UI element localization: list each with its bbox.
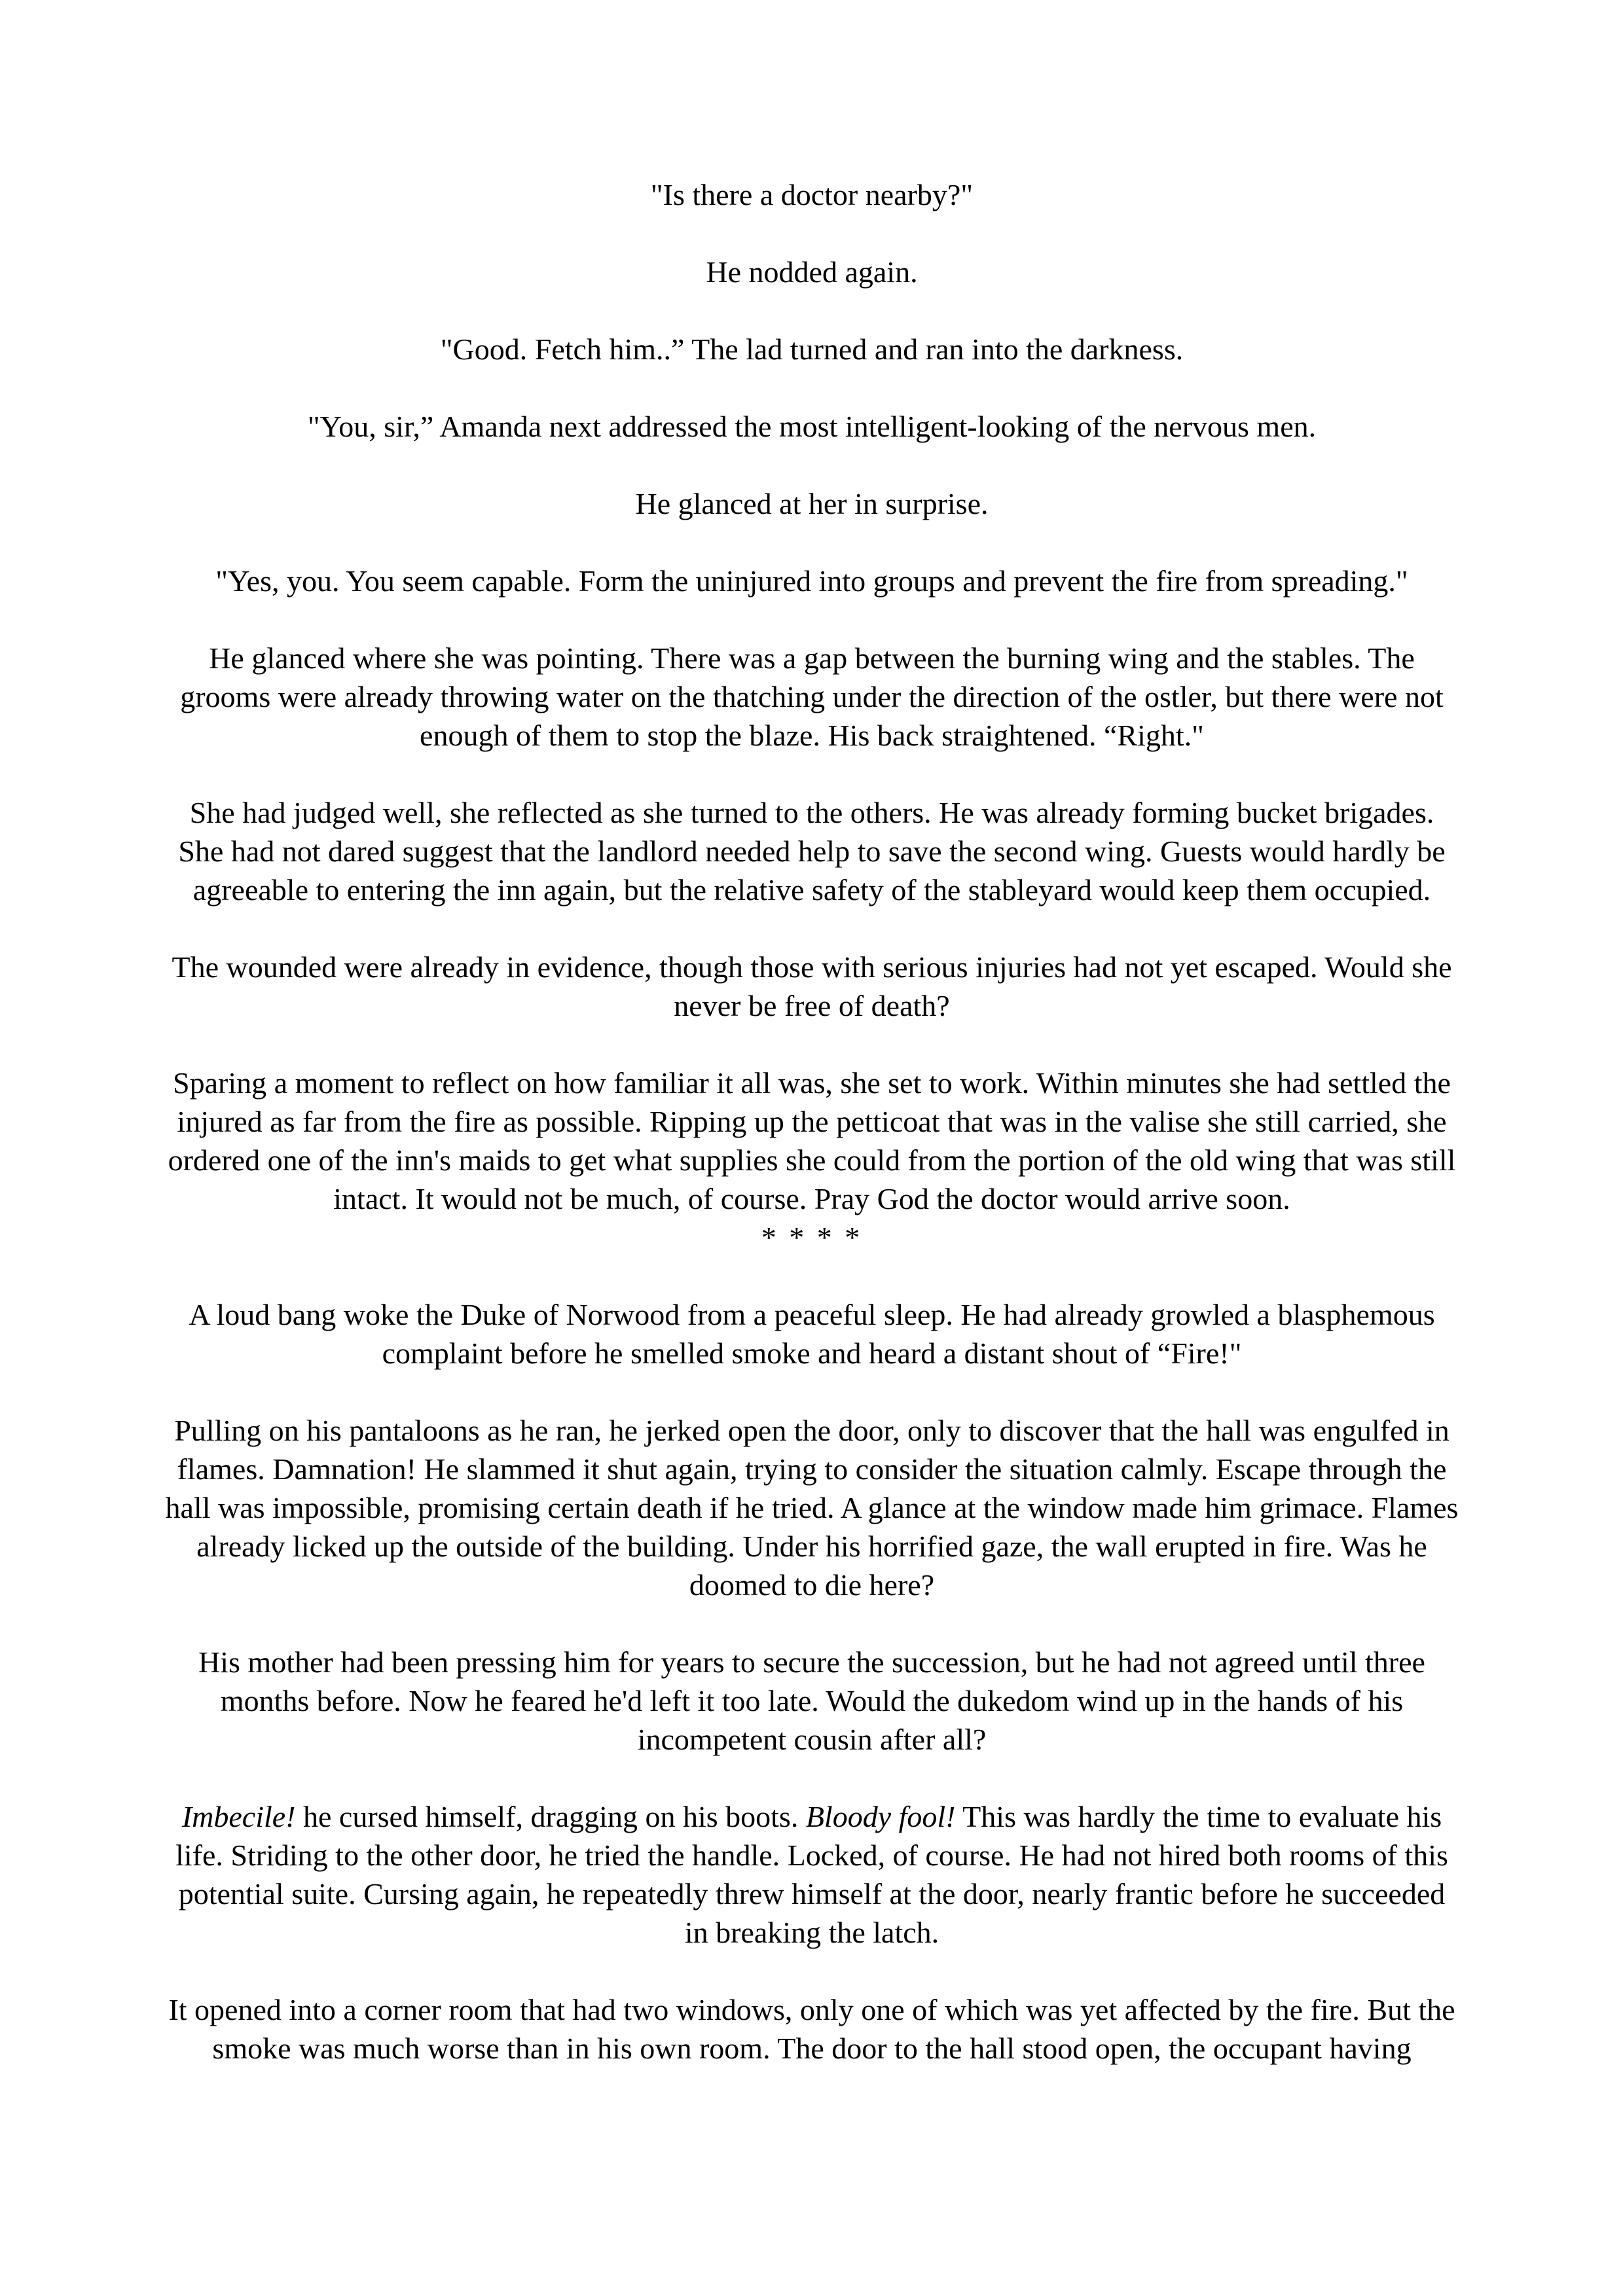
- paragraph-6: "Yes, you. You seem capable. Form the uninjured into groups and prevent the fire from spreading.": [215, 564, 1408, 598]
- paragraph-14: [164, 1797, 1460, 1952]
- paragraph-13: His mother had been pressing him for years to secure the succession, but he had not agreed until three months before. Now he feared he'd left it too late. Would the dukedom wind up in the hands of his incompetent cousin after all?: [198, 1645, 1425, 1756]
- paragraph-3: "Good. Fetch him..” The lad turned and ran into the darkness.: [440, 332, 1184, 366]
- paragraph-11: A loud bang woke the Duke of Norwood from a peaceful sleep. He had already growled a blasphemous complaint before he smelled smoke and heard a distant shout of “Fire!": [189, 1298, 1435, 1370]
- italic-imbecile: Imbecile!: [181, 1800, 296, 1833]
- paragraph-14-text-a: he cursed himself, dragging on his boots.: [295, 1800, 806, 1833]
- paragraph-15: It opened into a corner room that had two windows, only one of which was yet affected by the fire. But the smoke was much worse than in his own room. The door to the hall stood open, the occupant having: [168, 1993, 1455, 2065]
- paragraph-10: Sparing a moment to reflect on how familiar it all was, she set to work. Within minutes she had settled the injured as far from the fire as possible. Ripping up the petticoat that was in the valise she still carried, she ordered one of the inn's maids to get what supplies she could from the portion of the old wing that was still intact. It would not be much, of course. Pray God the doctor would arrive soon.: [168, 1066, 1456, 1215]
- paragraph-5: He glanced at her in surprise.: [635, 487, 989, 520]
- scene-break: * * * *: [761, 1221, 863, 1254]
- paragraph-1: "Is there a doctor nearby?": [650, 178, 974, 211]
- paragraph-4: "You, sir,” Amanda next addressed the most intelligent-looking of the nervous men.: [307, 410, 1317, 443]
- paragraph-14-text-b: This was hardly the time to evaluate his life. Striding to the other door, he tried the handle. Locked, of course. He had not hired both rooms of this potential suite. Cursing again, he repeatedly threw himself at the door, nearly frantic before he succeeded in breaking the latch.: [175, 1800, 1448, 1949]
- paragraph-7: He glanced where she was pointing. There was a gap between the burning wing and the stables. The grooms were already throwing water on the thatching under the direction of the ostler, but there were not enough of them to stop the blaze. His back straightened. “Right.": [180, 641, 1444, 752]
- italic-bloody-fool: Bloody fool!: [805, 1800, 956, 1833]
- body-text: [164, 175, 1460, 2106]
- paragraph-12: Pulling on his pantaloons as he ran, he jerked open the door, only to discover that the hall was engulfed in flames. Damnation! He slammed it shut again, trying to consider the situation calmly. Escape through the hall was impossible, promising certain death if he tried. A glance at the window made him grimace. Flames already licked up the outside of the building. Under his horrified gaze, the wall erupted in fire. Was he doomed to die here?: [165, 1414, 1459, 1602]
- paragraph-8: She had judged well, she reflected as she turned to the others. He was already forming bucket brigades. She had not dared suggest that the landlord needed help to save the second wing. Guests would hardly be agreeable to entering the inn again, but the relative safety of the stableyard would keep them occupied.: [178, 796, 1446, 906]
- paragraph-9: The wounded were already in evidence, though those with serious injuries had not yet escaped. Would she never be free of death?: [172, 950, 1452, 1022]
- paragraph-2: He nodded again.: [706, 255, 918, 289]
